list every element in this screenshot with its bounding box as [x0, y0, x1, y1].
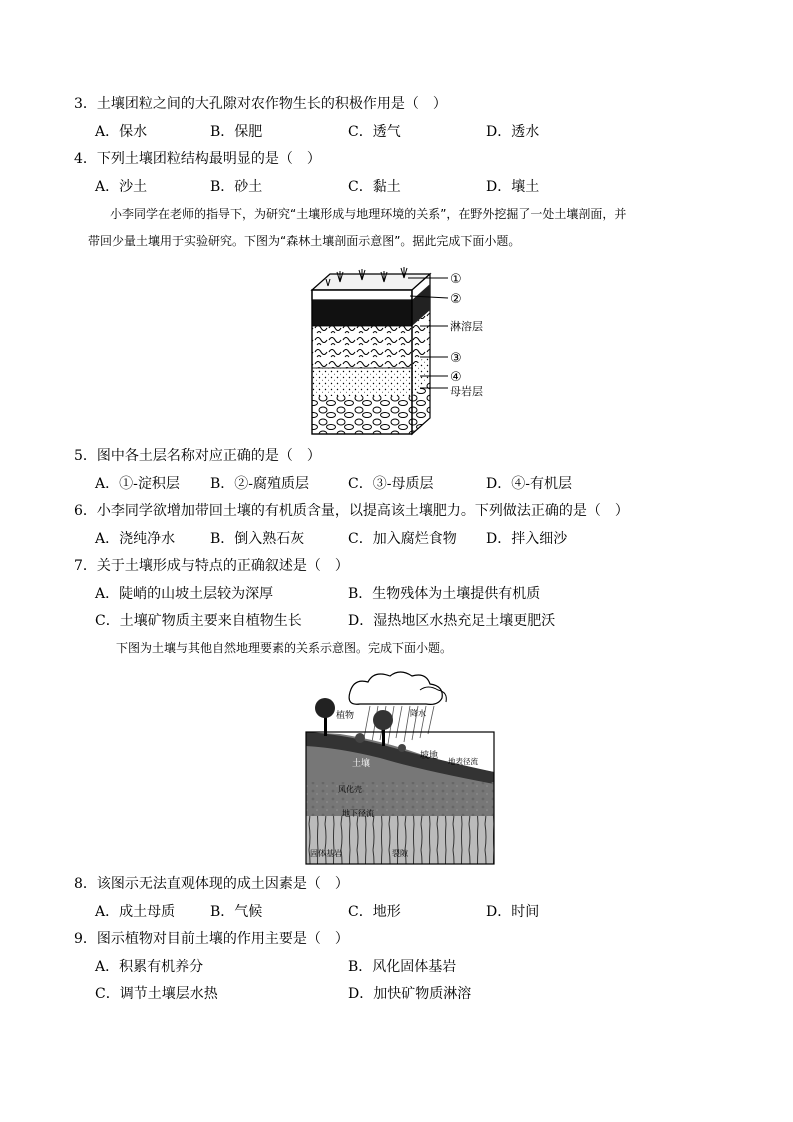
q9-option-b: B．风化固体基岩 — [348, 959, 457, 975]
q5-option-b: B．②-腐殖质层 — [210, 476, 310, 492]
q9-option-c: C．调节土壤层水热 — [95, 986, 218, 1002]
intro1-line2: 带回少量土壤用于实验研究。下图为“森林土壤剖面示意图”。据此完成下面小题。 — [88, 234, 521, 248]
q8-option-c: C．地形 — [348, 904, 401, 920]
q9-stem: 9．图示植物对目前土壤的作用主要是（ ） — [74, 931, 349, 947]
q6-option-d: D．拌入细沙 — [486, 531, 568, 547]
q4-option-b: B．砂土 — [210, 179, 263, 195]
q6-stem: 6．小李同学欲增加带回土壤的有机质含量，以提高该土壤肥力。下列做法正确的是（ ） — [74, 503, 629, 519]
q9-option-a: A．积累有机养分 — [95, 959, 204, 975]
q8-stem: 8．该图示无法直观体现的成土因素是（ ） — [74, 876, 349, 892]
fig2-label-weathered: 风化壳 — [338, 785, 362, 794]
q5-option-a: A．①-淀积层 — [95, 476, 180, 492]
q6-option-b: B．倒入熟石灰 — [210, 531, 305, 547]
intro2-line1: 下图为土壤与其他自然地理要素的关系示意图。完成下面小题。 — [116, 641, 453, 655]
q7-option-a: A．陡峭的山坡土层较为深厚 — [95, 586, 274, 602]
fig2-label-bedrock: 固体基岩 — [310, 849, 342, 858]
q3-option-d: D．透水 — [486, 124, 540, 140]
q4-option-a: A．沙土 — [95, 179, 148, 195]
q8-option-a: A．成土母质 — [95, 904, 176, 920]
q4-option-d: D．壤土 — [486, 179, 540, 195]
fig2-label-slope: 坡地 — [420, 751, 439, 761]
fig1-label-bedrock: 母岩层 — [450, 385, 483, 398]
q5-stem: 5．图中各土层名称对应正确的是（ ） — [74, 448, 321, 464]
q8-option-b: B．气候 — [210, 904, 263, 920]
fig2-label-underground: 地下径流 — [342, 809, 374, 818]
fig2-label-fissure: 裂隙 — [392, 849, 408, 858]
q3-option-b: B．保肥 — [210, 124, 263, 140]
q4-stem: 4．下列土壤团粒结构最明显的是（ ） — [74, 151, 321, 167]
fig1-label-leaching: 淋溶层 — [450, 320, 483, 333]
q3-option-a: A．保水 — [95, 124, 148, 140]
q9-option-d: D．加快矿物质淋溶 — [348, 986, 472, 1002]
q7-option-d: D．湿热地区水热充足土壤更肥沃 — [348, 613, 556, 629]
soil-elements-figure — [300, 668, 500, 866]
fig2-label-soil: 土壤 — [352, 759, 371, 769]
q5-option-d: D．④-有机层 — [486, 476, 572, 492]
fig2-label-runoff: 地表径流 — [448, 757, 478, 766]
fig2-label-rain: 降水 — [410, 709, 426, 718]
fig1-label-1: ① — [450, 272, 462, 287]
fig2-label-plant: 植物 — [336, 711, 355, 721]
fig1-label-4: ④ — [450, 370, 462, 385]
q3-option-c: C．透气 — [348, 124, 401, 140]
q6-option-c: C．加入腐烂食物 — [348, 531, 457, 547]
q7-option-c: C．土壤矿物质主要来自植物生长 — [95, 613, 302, 629]
fig1-label-3: ③ — [450, 351, 462, 366]
q4-option-c: C．黏土 — [348, 179, 401, 195]
fig1-label-2: ② — [450, 292, 462, 307]
q7-stem: 7．关于土壤形成与特点的正确叙述是（ ） — [74, 558, 349, 574]
intro1-line1: 小李同学在老师的指导下，为研究“土壤形成与地理环境的关系”，在野外挖掘了一处土壤剖面，并 — [110, 207, 627, 221]
q7-option-b: B．生物残体为土壤提供有机质 — [348, 586, 541, 602]
soil-profile-figure — [300, 262, 500, 442]
q5-option-c: C．③-母质层 — [348, 476, 434, 492]
q8-option-d: D．时间 — [486, 904, 540, 920]
q6-option-a: A．浇纯净水 — [95, 531, 176, 547]
q3-stem: 3．土壤团粒之间的大孔隙对农作物生长的积极作用是（ ） — [74, 96, 447, 112]
